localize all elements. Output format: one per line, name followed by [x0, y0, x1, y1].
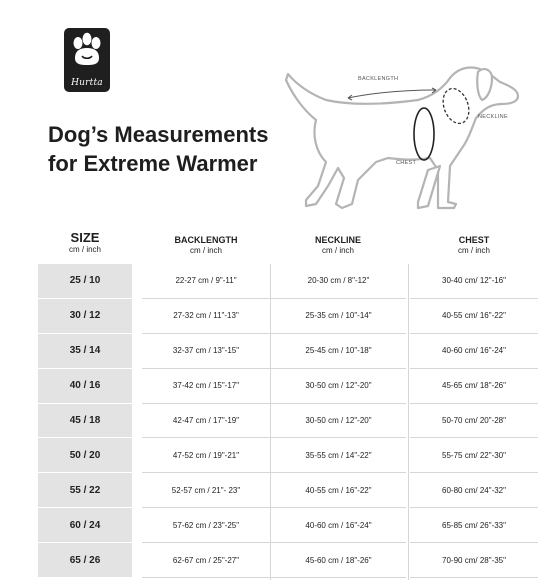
cell-chest: 40-55 cm/ 16"-22" — [410, 299, 538, 334]
cell-neckline: 40-60 cm / 16"-24" — [271, 508, 406, 543]
cell-size: 35 / 14 — [38, 334, 132, 369]
table-row — [38, 473, 538, 508]
cell-backlength: 22-27 cm / 9"-11" — [142, 264, 270, 299]
cell-size: 60 / 24 — [38, 508, 132, 543]
title-line-2: for Extreme Warmer — [48, 151, 258, 176]
cell-chest: 55-75 cm/ 22"-30" — [410, 438, 538, 473]
brand-name: Hurtta — [71, 78, 103, 88]
cell-chest: 60-80 cm/ 24"-32" — [410, 473, 538, 508]
cell-neckline: 35-55 cm / 14"-22" — [271, 438, 406, 473]
cell-chest: 30-40 cm/ 12"-16" — [410, 264, 538, 299]
cell-backlength: 52-57 cm / 21"- 23" — [142, 473, 270, 508]
cell-neckline: 30-50 cm / 12"-20" — [271, 369, 406, 404]
cell-size: 55 / 22 — [38, 473, 132, 508]
label-chest: CHEST — [396, 160, 417, 166]
cell-neckline: 30-50 cm / 12"-20" — [271, 404, 406, 439]
cell-chest: 50-70 cm/ 20"-28" — [410, 404, 538, 439]
table-row — [38, 404, 538, 439]
header-chest: CHEST cm / inch — [457, 235, 490, 255]
cell-chest: 45-65 cm/ 18"-26" — [410, 369, 538, 404]
table-row — [38, 369, 538, 404]
cell-neckline: 20-30 cm / 8"-12" — [271, 264, 406, 299]
cell-chest: 40-60 cm/ 16"-24" — [410, 334, 538, 369]
header-size: SIZE cm / inch — [68, 230, 101, 254]
dog-illustration — [278, 62, 530, 220]
cell-chest: 65-85 cm/ 26"-33" — [410, 508, 538, 543]
cell-size: 30 / 12 — [38, 299, 132, 334]
cell-neckline: 25-45 cm / 10"-18" — [271, 334, 406, 369]
table-row — [38, 334, 538, 369]
table-row — [38, 508, 538, 543]
table-row — [38, 264, 538, 299]
column-divider — [408, 264, 409, 580]
title-line-1: Dog’s Measurements — [48, 122, 269, 147]
paw-icon — [64, 28, 110, 78]
label-neckline: NECKLINE — [478, 114, 508, 120]
column-divider — [270, 264, 271, 580]
header-backlength: BACKLENGTH cm / inch — [174, 235, 238, 255]
header-neckline: NECKLINE cm / inch — [314, 235, 361, 255]
cell-backlength: 37-42 cm / 15"-17" — [142, 369, 270, 404]
dog-measurement-diagram — [278, 62, 530, 220]
table-row — [38, 543, 538, 578]
cell-chest: 70-90 cm/ 28"-35" — [410, 543, 538, 578]
table-header — [38, 228, 538, 264]
cell-backlength: 57-62 cm / 23"-25" — [142, 508, 270, 543]
cell-backlength: 32-37 cm / 13"-15" — [142, 334, 270, 369]
table-row — [38, 438, 538, 473]
cell-neckline: 45-60 cm / 18"-26" — [271, 543, 406, 578]
cell-size: 65 / 26 — [38, 543, 132, 578]
cell-neckline: 40-55 cm / 16"-22" — [271, 473, 406, 508]
cell-backlength: 47-52 cm / 19"-21" — [142, 438, 270, 473]
label-backlength: BACKLENGTH — [358, 76, 399, 82]
cell-size: 40 / 16 — [38, 369, 132, 404]
cell-backlength: 27-32 cm / 11"-13" — [142, 299, 270, 334]
cell-size: 45 / 18 — [38, 404, 132, 439]
cell-backlength: 42-47 cm / 17"-19" — [142, 404, 270, 439]
size-chart-table — [38, 228, 538, 578]
cell-size: 50 / 20 — [38, 438, 132, 473]
table-body — [38, 264, 538, 578]
page-title — [48, 120, 268, 178]
brand-logo — [64, 28, 110, 92]
cell-size: 25 / 10 — [38, 264, 132, 299]
table-row — [38, 299, 538, 334]
cell-backlength: 62-67 cm / 25"-27" — [142, 543, 270, 578]
cell-neckline: 25-35 cm / 10"-14" — [271, 299, 406, 334]
